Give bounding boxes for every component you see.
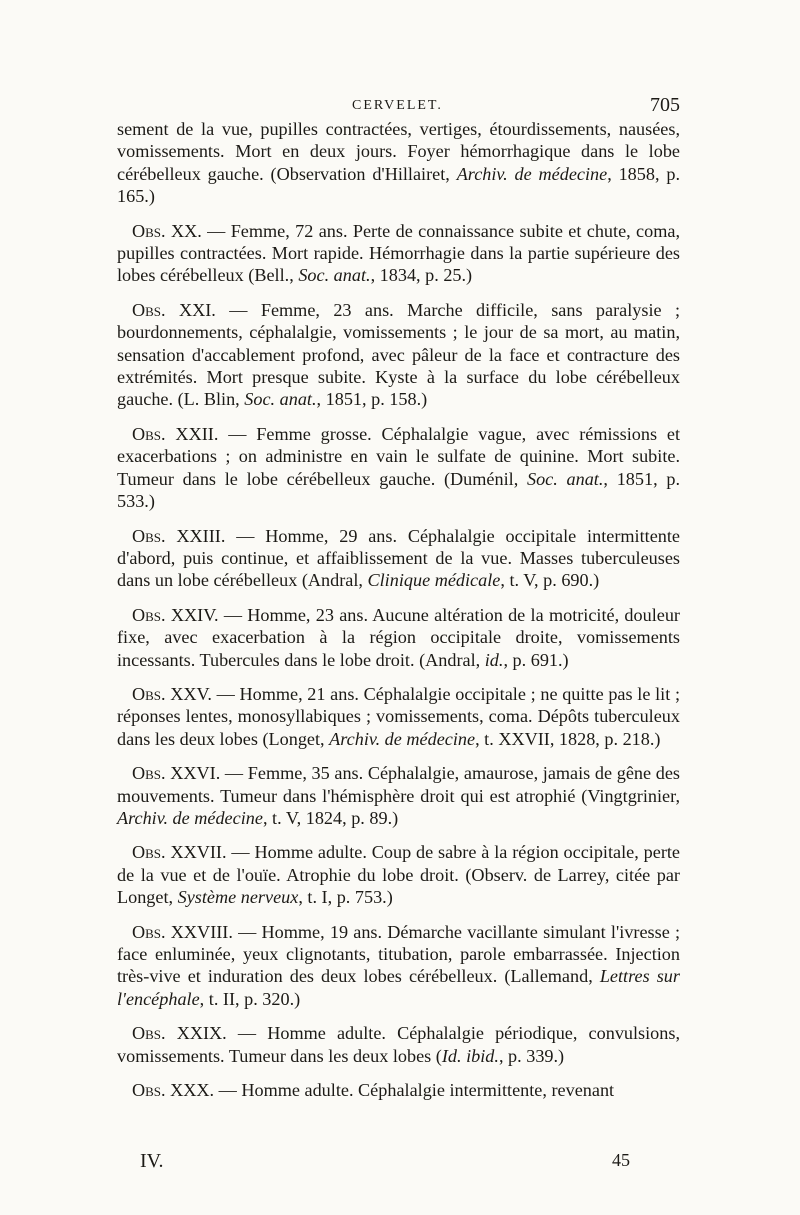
citation-title: Archiv. de médecine [456,163,608,184]
paragraph-text: , t. V, p. 690.) [500,570,600,591]
observation-paragraph [117,220,680,287]
paragraph-text: , p. 339.) [498,1045,565,1066]
page-foot [140,1150,630,1178]
citation-title: id. [484,649,504,670]
paragraph-text: , 1851, p. 533.) [117,468,681,512]
paragraph-text: Homme adulte. Coup de sabre à la région occipitale, perte de la vue et de l'ouïe. Atrophie du lobe droit. (Observ. de Larrey, citée par Longet, [117,842,680,908]
paragraph-text: Homme, 19 ans. Démarche vacillante simulant l'ivresse ; face enluminée, yeux clignotants, titubation, parole embarrassée. Injection très-vive et induration des deux lobes cérébelleux. (Lallemand, [117,921,681,987]
observation-paragraph [117,683,680,750]
citation-title: Clinique médicale [367,570,501,591]
observation-paragraph [117,604,680,671]
observation-label: Obs. XXVII. [132,842,227,863]
observation-paragraph [117,921,680,1011]
observation-label: Obs. XXV. [132,683,212,704]
citation-title: Système nerveux [177,887,299,908]
citation-title: Id. ibid. [441,1045,499,1066]
paragraph-text: Femme, 23 ans. Marche difficile, sans paralysie ; bourdonnements, céphalalgie, vomissements ; le jour de sa mort, au matin, sensation d'accablement profond, avec pâleur de la face et contracture des extrémités. Mort presque subite. Kyste à la surface du lobe cérébelleux gauche. (L. Blin, [117,299,681,410]
observation-paragraph [117,841,680,908]
observation-label: Obs. XXX. [132,1080,215,1101]
observation-label: Obs. XXIII. [132,525,226,546]
em-dash: — [211,683,240,704]
citation-title: Lettres sur l'encéphale [117,966,680,1009]
paragraph-text: Femme, 35 ans. Céphalalgie, amaurose, jamais de gêne des mouvements. Tumeur dans l'hémisphère droit qui est atrophié (Vingtgrinier, [117,763,680,806]
em-dash: — [220,763,248,784]
paragraph-text: , t. I, p. 753.) [298,887,393,908]
running-head [115,94,680,120]
paragraph-text: Homme adulte. Céphalalgie périodique, convulsions, vomissements. Tumeur dans les deux lobes ( [117,1023,680,1066]
observation-label: Obs. XXVI. [132,763,221,784]
em-dash: — [215,299,261,320]
citation-title: Soc. anat. [526,468,604,489]
paragraph-text: , 1858, p. 165.) [117,163,680,207]
observation-label: Obs. XX. [132,220,202,241]
paragraph-text: Femme grosse. Céphalalgie vague, avec rémissions et exacerbations ; on administre en vain le sulfate de quinine. Mort subite. Tumeur dans le lobe cérébelleux gauche. (Duménil, [117,423,681,489]
body-text [117,118,680,1113]
paragraph-text: , t. II, p. 320.) [199,988,301,1009]
observation-paragraph [117,1022,680,1067]
paragraph-text: Homme, 29 ans. Céphalalgie occipitale intermittente d'abord, puis continue, et affaiblissement de la vue. Masses tuberculeuses dans un lobe cérébelleux (Andral, [117,525,680,591]
running-title: CERVELET. [352,98,443,113]
observation-label: Obs. XXI. [132,299,216,320]
signature-mark: 45 [612,1150,630,1170]
em-dash: — [225,525,266,546]
em-dash: — [218,423,257,444]
citation-title: Soc. anat. [298,265,371,286]
continuation-paragraph [117,118,680,208]
citation-title: Archiv. de médecine [117,807,263,828]
observation-paragraph [117,299,680,411]
paragraph-text: , p. 691.) [503,649,569,670]
paragraph-text: sement de la vue, pupilles contractées, vertiges, étourdissements, nausées, vomissements. Mort en deux jours. Foyer hémorrhagique dans le lobe cérébelleux gauche. (Observation d'Hillairet, [117,119,680,184]
em-dash: — [218,604,248,625]
paragraph-text: Homme, 23 ans. Aucune altération de la motricité, douleur fixe, avec exacerbation à la région occipitale droite, vomissements incessants. Tubercules dans le lobe droit. (Andral, [117,604,680,670]
observation-label: Obs. XXIX. [132,1023,227,1044]
observation-label: Obs. XXVIII. [132,921,233,942]
observation-paragraph [117,1079,680,1101]
paragraph-text: Homme, 21 ans. Céphalalgie occipitale ; ne quitte pas le lit ; réponses lentes, monosyllabiques ; vomissements, coma. Dépôts tuberculeux dans les deux lobes (Longet, [117,683,680,749]
paragraph-text: Femme, 72 ans. Perte de connaissance subite et chute, coma, pupilles contractées. Mort rapide. Hémorrhagie dans la partie supérieure des lobes cérébelleux (Bell., [117,220,680,286]
paragraph-text: , 1851, p. 158.) [316,389,428,410]
page-number: 705 [650,94,680,116]
em-dash: — [226,1023,268,1044]
observation-label: Obs. XXIV. [132,604,219,625]
observation-paragraph [117,525,680,592]
em-dash: — [232,921,262,942]
citation-title: Soc. anat. [244,389,317,410]
citation-title: Archiv. de médecine [329,728,476,749]
volume-number: IV. [140,1150,164,1172]
paragraph-text: Homme adulte. Céphalalgie intermittente, revenant [241,1080,615,1101]
paragraph-text: , 1834, p. 25.) [370,265,473,286]
observation-paragraph [117,423,680,513]
em-dash: — [201,220,231,241]
paragraph-text: , t. XXVII, 1828, p. 218.) [475,728,661,749]
observation-paragraph [117,762,680,829]
observation-label: Obs. XXII. [132,423,219,444]
em-dash: — [226,842,255,863]
paragraph-text: , t. V, 1824, p. 89.) [262,807,399,828]
em-dash: — [214,1080,242,1101]
